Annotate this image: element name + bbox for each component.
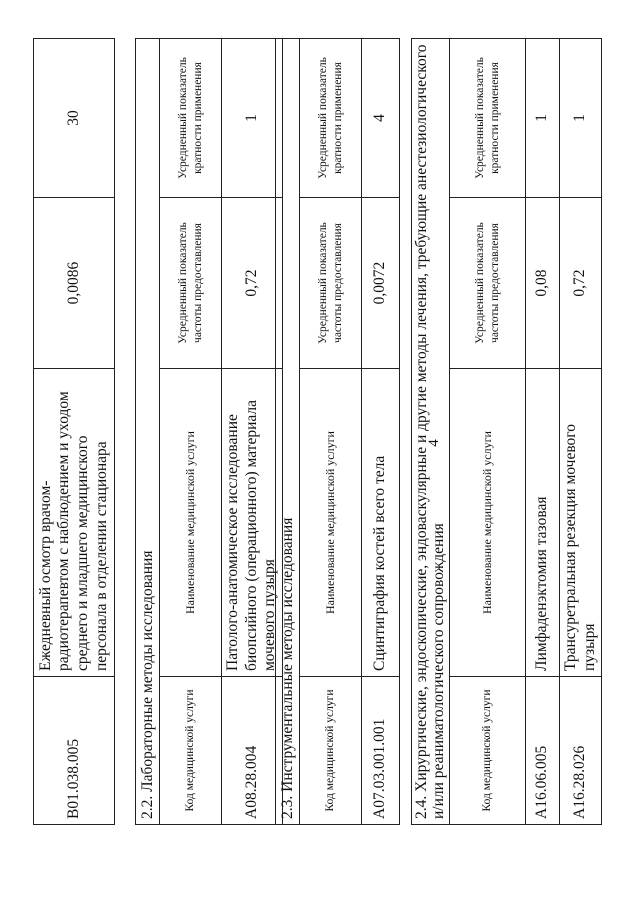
- table-laboratory-methods: [135, 38, 283, 825]
- table-row: [526, 38, 560, 824]
- cell-name: Трансуретральная резекция мочевого пузыря: [560, 369, 602, 677]
- header-code: Код медицинской услуги: [160, 677, 222, 825]
- header-multiplicity: Усредненный показатель кратности применения: [450, 38, 526, 197]
- cell-frequency: 0,72: [222, 198, 283, 369]
- header-row: [300, 38, 362, 824]
- section-title-row: [412, 38, 450, 824]
- table-surgical-methods: [411, 38, 602, 825]
- section-title: 2.2. Лабораторные методы исследования: [136, 38, 160, 824]
- cell-multiplicity: 1: [222, 38, 283, 197]
- table-row: [222, 38, 283, 824]
- table-row: [560, 38, 602, 824]
- header-frequency: Усредненный показатель частоты предоставления: [160, 198, 222, 369]
- section-title-row: [136, 38, 160, 824]
- cell-code: A16.06.005: [526, 677, 560, 825]
- header-row: [160, 38, 222, 824]
- header-row: [450, 38, 526, 824]
- cell-multiplicity: 1: [526, 38, 560, 197]
- cell-frequency: 0,0072: [362, 198, 400, 369]
- cell-name: Патолого-анатомическое исследование биопсийного (операционного) материала мочевого пузыря: [222, 369, 283, 677]
- cell-name: Ежедневный осмотр врачом-радиотерапевтом с наблюдением и уходом среднего и младшего медицинского персонала в отделении стационара: [34, 369, 115, 677]
- section-title-row: [276, 38, 300, 824]
- cell-code: A16.28.026: [560, 677, 602, 825]
- cell-frequency: 0,72: [560, 198, 602, 369]
- cell-code: A08.28.004: [222, 677, 283, 825]
- header-name: Наименование медицинской услуги: [300, 369, 362, 677]
- cell-code: B01.038.005: [34, 677, 115, 825]
- cell-multiplicity: 30: [34, 39, 115, 198]
- cell-multiplicity: 4: [362, 38, 400, 197]
- header-frequency: Усредненный показатель частоты предоставления: [300, 198, 362, 369]
- header-multiplicity: Усредненный показатель кратности применения: [300, 38, 362, 197]
- cell-code: A07.03.001.001: [362, 677, 400, 825]
- table-continuation: [33, 38, 115, 825]
- header-frequency: Усредненный показатель частоты предоставления: [450, 198, 526, 369]
- header-code: Код медицинской услуги: [450, 677, 526, 825]
- header-name: Наименование медицинской услуги: [160, 369, 222, 677]
- header-name: Наименование медицинской услуги: [450, 369, 526, 677]
- cell-name: Сцинтиграфия костей всего тела: [362, 369, 400, 677]
- section-title: 2.4. Хирургические, эндоскопические, эндоваскулярные и другие методы лечения, требующие анестезиологического и/или реаниматологического сопровождения: [412, 38, 450, 824]
- header-multiplicity: Усредненный показатель кратности применения: [160, 38, 222, 197]
- cell-name: Лимфаденэктомия тазовая: [526, 369, 560, 677]
- table-row: [362, 38, 400, 824]
- section-title: 2.3. Инструментальные методы исследования: [276, 38, 300, 824]
- header-code: Код медицинской услуги: [300, 677, 362, 825]
- table-row: [34, 39, 115, 825]
- table-instrumental-methods: [275, 38, 400, 825]
- cell-multiplicity: 1: [560, 38, 602, 197]
- cell-frequency: 0,0086: [34, 198, 115, 369]
- page-number: 4: [426, 439, 442, 447]
- cell-frequency: 0,08: [526, 198, 560, 369]
